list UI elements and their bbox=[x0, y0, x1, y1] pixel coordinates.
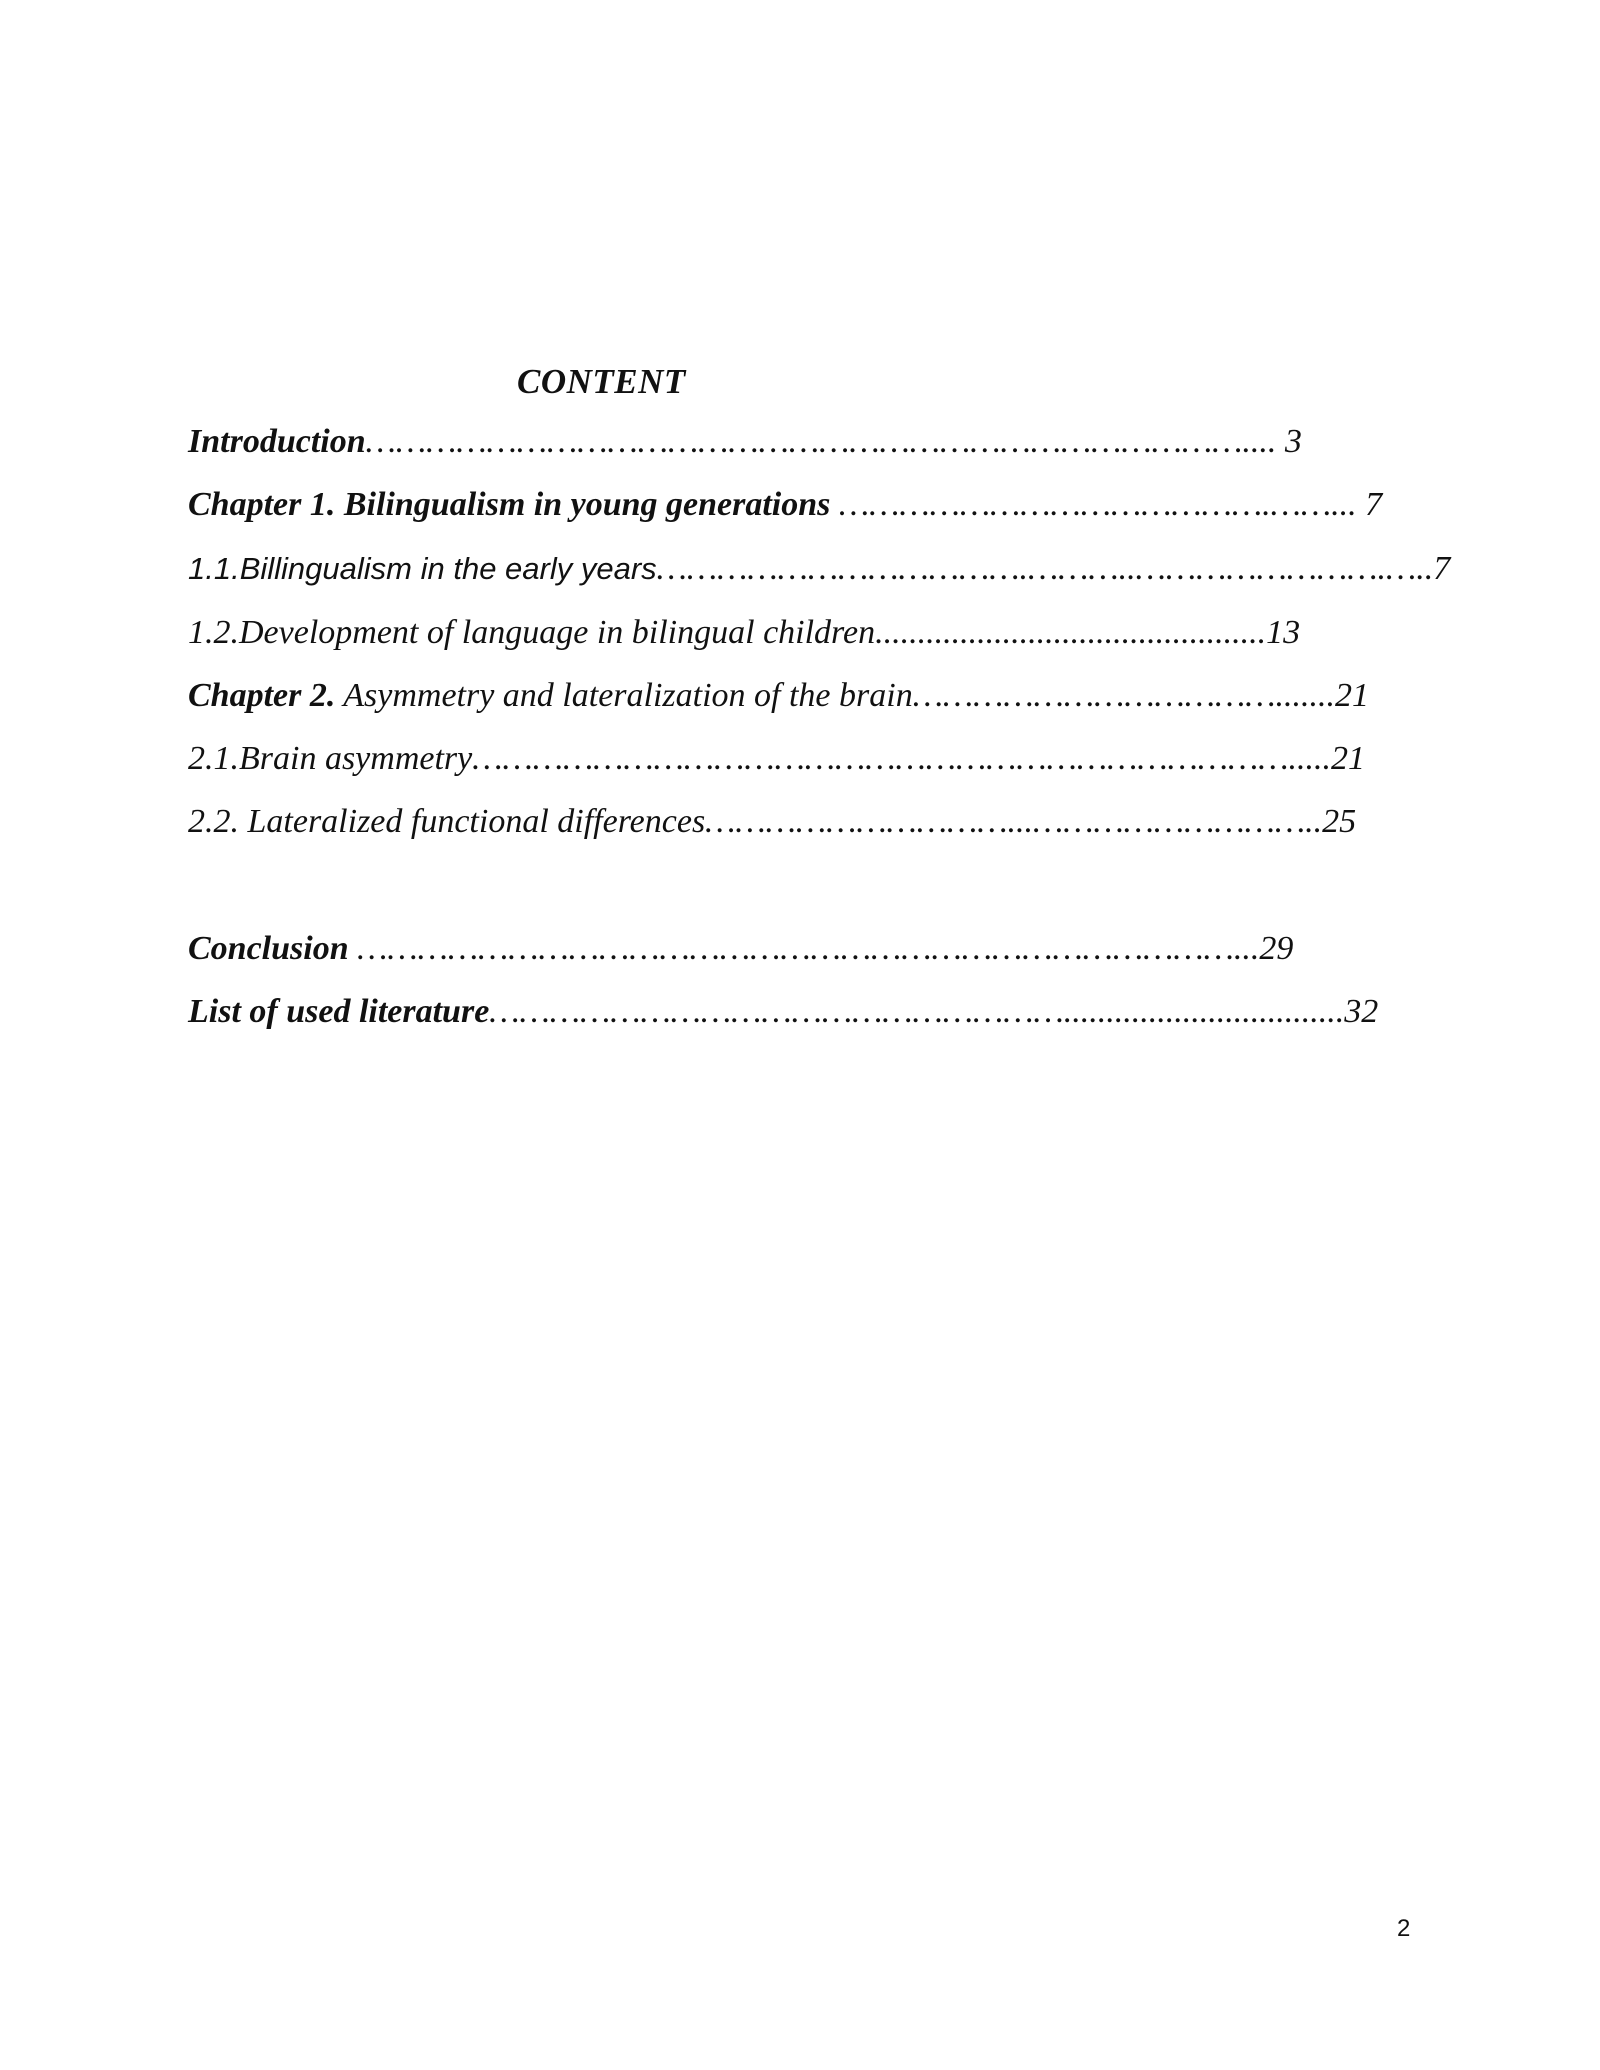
toc-page-number: 32 bbox=[1344, 993, 1379, 1030]
toc-leader: .............................................. bbox=[875, 614, 1267, 651]
toc-entry-section-1-1[interactable] bbox=[188, 549, 1450, 589]
toc-entry-label: Introduction bbox=[188, 423, 366, 460]
toc-entry-label: 2.2. Lateralized functional differences bbox=[188, 803, 706, 840]
toc-entry-section-1-2[interactable] bbox=[188, 613, 1300, 653]
page-number: 2 bbox=[1397, 1915, 1411, 1942]
toc-entry-conclusion[interactable] bbox=[188, 929, 1293, 969]
toc-entry-section-2-2[interactable] bbox=[188, 802, 1356, 842]
toc-leader: ………………………………………………………………………..... bbox=[472, 740, 1331, 777]
toc-entry-label: Chapter 1. Bilingualism in young generations bbox=[188, 486, 831, 523]
toc-entry-label-bold: Chapter 2. bbox=[188, 677, 336, 714]
toc-page-number: 29 bbox=[1259, 930, 1294, 967]
toc-entry-literature[interactable] bbox=[188, 992, 1378, 1032]
toc-page-number: 21 bbox=[1334, 677, 1369, 714]
toc-leader: …………………………………………………................................. bbox=[489, 993, 1345, 1030]
toc-heading: CONTENT bbox=[517, 362, 686, 401]
toc-page-number: 3 bbox=[1284, 423, 1302, 460]
toc-entry-chapter-1[interactable] bbox=[188, 485, 1382, 525]
toc-entry-label: 1.1.Billingualism in the early years bbox=[188, 551, 657, 586]
toc-entry-section-2-1[interactable] bbox=[188, 739, 1365, 779]
toc-entry-introduction[interactable] bbox=[188, 422, 1302, 462]
toc-page-number: 21 bbox=[1331, 740, 1365, 777]
toc-page-number: 7 bbox=[1365, 486, 1383, 523]
toc-page-number: 7 bbox=[1433, 550, 1451, 587]
toc-leader: …………………………………………………………………………….... bbox=[365, 423, 1285, 460]
toc-leader: ……………………………………………………………………………... bbox=[348, 930, 1260, 967]
toc-entry-label: 1.2.Development of language in bilingual children bbox=[188, 614, 876, 651]
toc-entry-chapter-2[interactable] bbox=[188, 676, 1369, 716]
toc-leader: …………………………...……………………….. bbox=[705, 803, 1323, 840]
toc-leader: …………………………………….……... bbox=[830, 486, 1366, 523]
toc-leader: ……………………………….………..…………………….….. bbox=[656, 550, 1434, 587]
toc-leader: ………………………………....... bbox=[912, 677, 1335, 714]
toc-entry-label: Asymmetry and lateralization of the brain bbox=[335, 677, 913, 714]
toc-entry-label: 2.1.Brain asymmetry bbox=[188, 740, 473, 777]
table-of-contents bbox=[188, 0, 1451, 1100]
toc-entry-label: Conclusion bbox=[188, 930, 349, 967]
toc-page-number: 25 bbox=[1322, 803, 1357, 840]
toc-entry-label: List of used literature bbox=[188, 993, 490, 1030]
toc-page-number: 13 bbox=[1266, 614, 1301, 651]
